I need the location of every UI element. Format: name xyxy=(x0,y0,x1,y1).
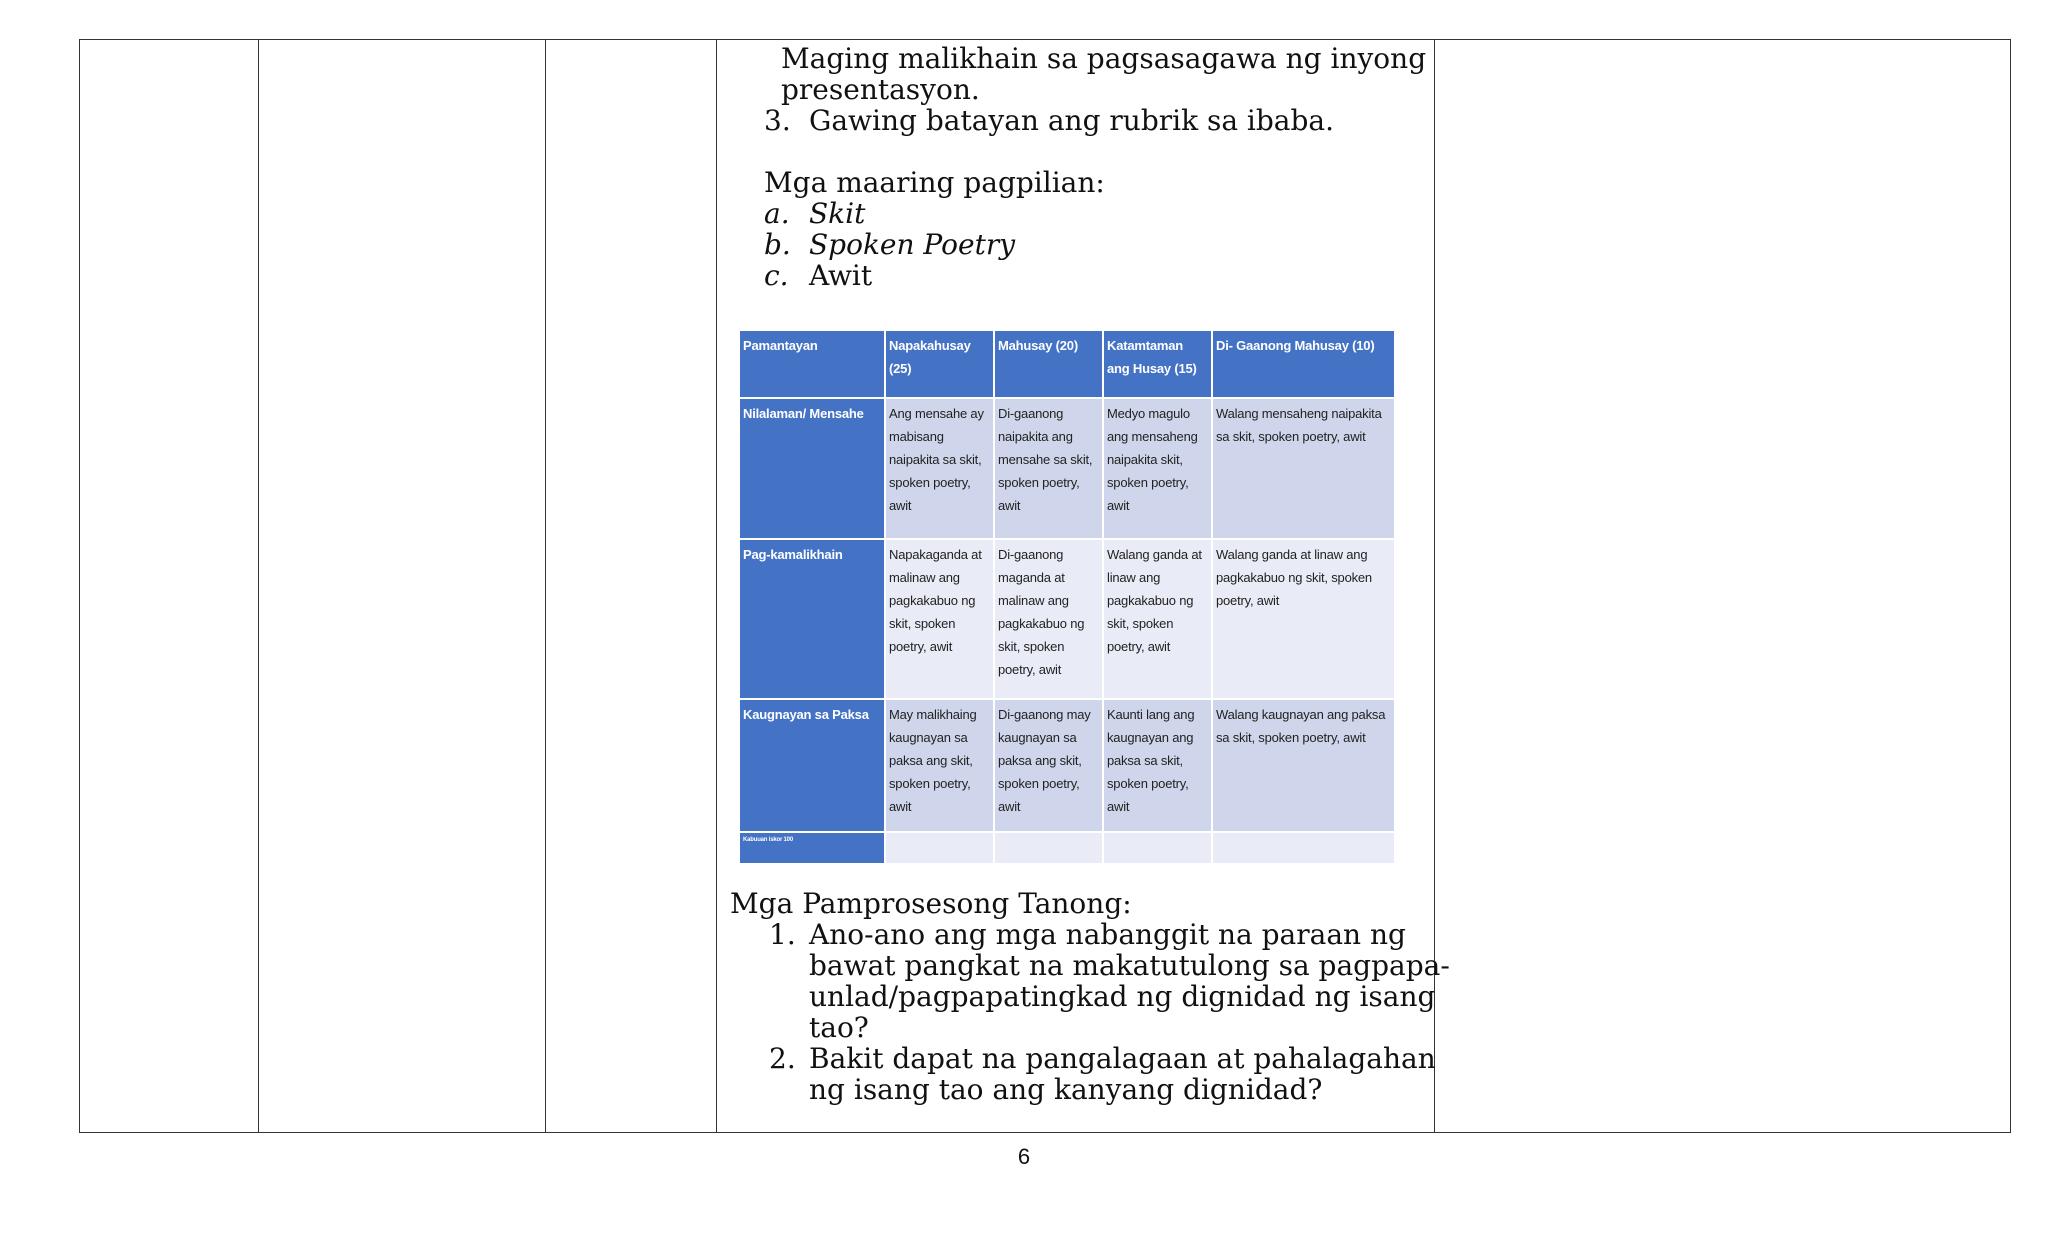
rubric-criterion: Nilalaman/ Mensahe xyxy=(739,398,885,539)
rubric-image xyxy=(738,329,1394,853)
rubric-header-cell: Mahusay (20) xyxy=(994,330,1103,398)
rubric-criterion: Pag-kamalikhain xyxy=(739,539,885,699)
rubric-cell: Napakaganda at malinaw ang pagkakabuo ng skit, spoken poetry, awit xyxy=(885,539,994,699)
rubric-cell: Kaunti lang ang kaugnayan ang paksa sa skit, spoken poetry, awit xyxy=(1103,699,1212,832)
rubric-table xyxy=(738,329,1396,865)
option-skit: Skit xyxy=(809,197,866,230)
rubric-cell: May malikhaing kaugnayan sa paksa ang skit, spoken poetry, awit xyxy=(885,699,994,832)
rubric-cell: Medyo magulo ang mensaheng naipakita skit, spoken poetry, awit xyxy=(1103,398,1212,539)
options-heading: Mga maaring pagpilian: xyxy=(764,166,1105,199)
rubric-header-cell: Napakahusay (25) xyxy=(885,330,994,398)
rubric-cell: Walang mensaheng naipakita sa skit, spoken poetry, awit xyxy=(1212,398,1395,539)
rubric-total-label: Kabuuan iskor 100 xyxy=(739,832,885,864)
rubric-criterion: Kaugnayan sa Paksa xyxy=(739,699,885,832)
rubric-cell: Walang ganda at linaw ang pagkakabuo ng skit, spoken poetry, awit xyxy=(1212,539,1395,699)
rubric-cell xyxy=(1212,832,1395,864)
rubric-cell xyxy=(885,832,994,864)
step-number: 3. xyxy=(764,104,791,137)
option-letter: c. xyxy=(764,259,789,292)
column-divider xyxy=(258,40,259,1132)
step-text: Gawing batayan ang rubrik sa ibaba. xyxy=(809,104,1334,137)
question-line: tao? xyxy=(809,1011,869,1044)
question-line: bawat pangkat na makatutulong sa pagpapa- xyxy=(809,949,1450,982)
rubric-footer-row xyxy=(739,832,1395,864)
option-letter: a. xyxy=(764,197,790,230)
rubric-cell: Di-gaanong naipakita ang mensahe sa skit, spoken poetry, awit xyxy=(994,398,1103,539)
rubric-cell xyxy=(1103,832,1212,864)
rubric-row xyxy=(739,699,1395,832)
rubric-cell xyxy=(994,832,1103,864)
column-divider xyxy=(716,40,717,1132)
question-line: Ano-ano ang mga nabanggit na paraan ng xyxy=(809,918,1406,951)
rubric-cell: Di-gaanong may kaugnayan sa paksa ang skit, spoken poetry, awit xyxy=(994,699,1103,832)
question-number: 1. xyxy=(769,918,796,951)
column-divider xyxy=(545,40,546,1132)
rubric-row xyxy=(739,539,1395,699)
option-spoken-poetry: Spoken Poetry xyxy=(809,228,1016,261)
rubric-header-cell: Di- Gaanong Mahusay (10) xyxy=(1212,330,1395,398)
rubric-cell: Walang kaugnayan ang paksa sa skit, spoken poetry, awit xyxy=(1212,699,1395,832)
rubric-cell: Walang ganda at linaw ang pagkakabuo ng skit, spoken poetry, awit xyxy=(1103,539,1212,699)
rubric-row xyxy=(739,398,1395,539)
rubric-cell: Di-gaanong maganda at malinaw ang pagkakabuo ng skit, spoken poetry, awit xyxy=(994,539,1103,699)
page-number: 6 xyxy=(1017,1144,1031,1169)
instruction-line: Maging malikhain sa pagsasagawa ng inyong xyxy=(781,42,1427,75)
question-line: unlad/pagpapatingkad ng dignidad ng isang xyxy=(809,980,1436,1013)
instruction-line: presentasyon. xyxy=(781,73,980,106)
rubric-header-cell: Pamantayan xyxy=(739,330,885,398)
question-line: ng isang tao ang kanyang dignidad? xyxy=(809,1073,1323,1106)
question-number: 2. xyxy=(769,1042,796,1075)
rubric-cell: Ang mensahe ay mabisang naipakita sa skit, spoken poetry, awit xyxy=(885,398,994,539)
questions-heading: Mga Pamprosesong Tanong: xyxy=(730,887,1132,920)
option-awit: Awit xyxy=(809,259,873,292)
option-letter: b. xyxy=(764,228,791,261)
rubric-header-cell: Katamtaman ang Husay (15) xyxy=(1103,330,1212,398)
question-line: Bakit dapat na pangalagaan at pahalagahan xyxy=(809,1042,1436,1075)
rubric-header-row xyxy=(739,330,1395,398)
